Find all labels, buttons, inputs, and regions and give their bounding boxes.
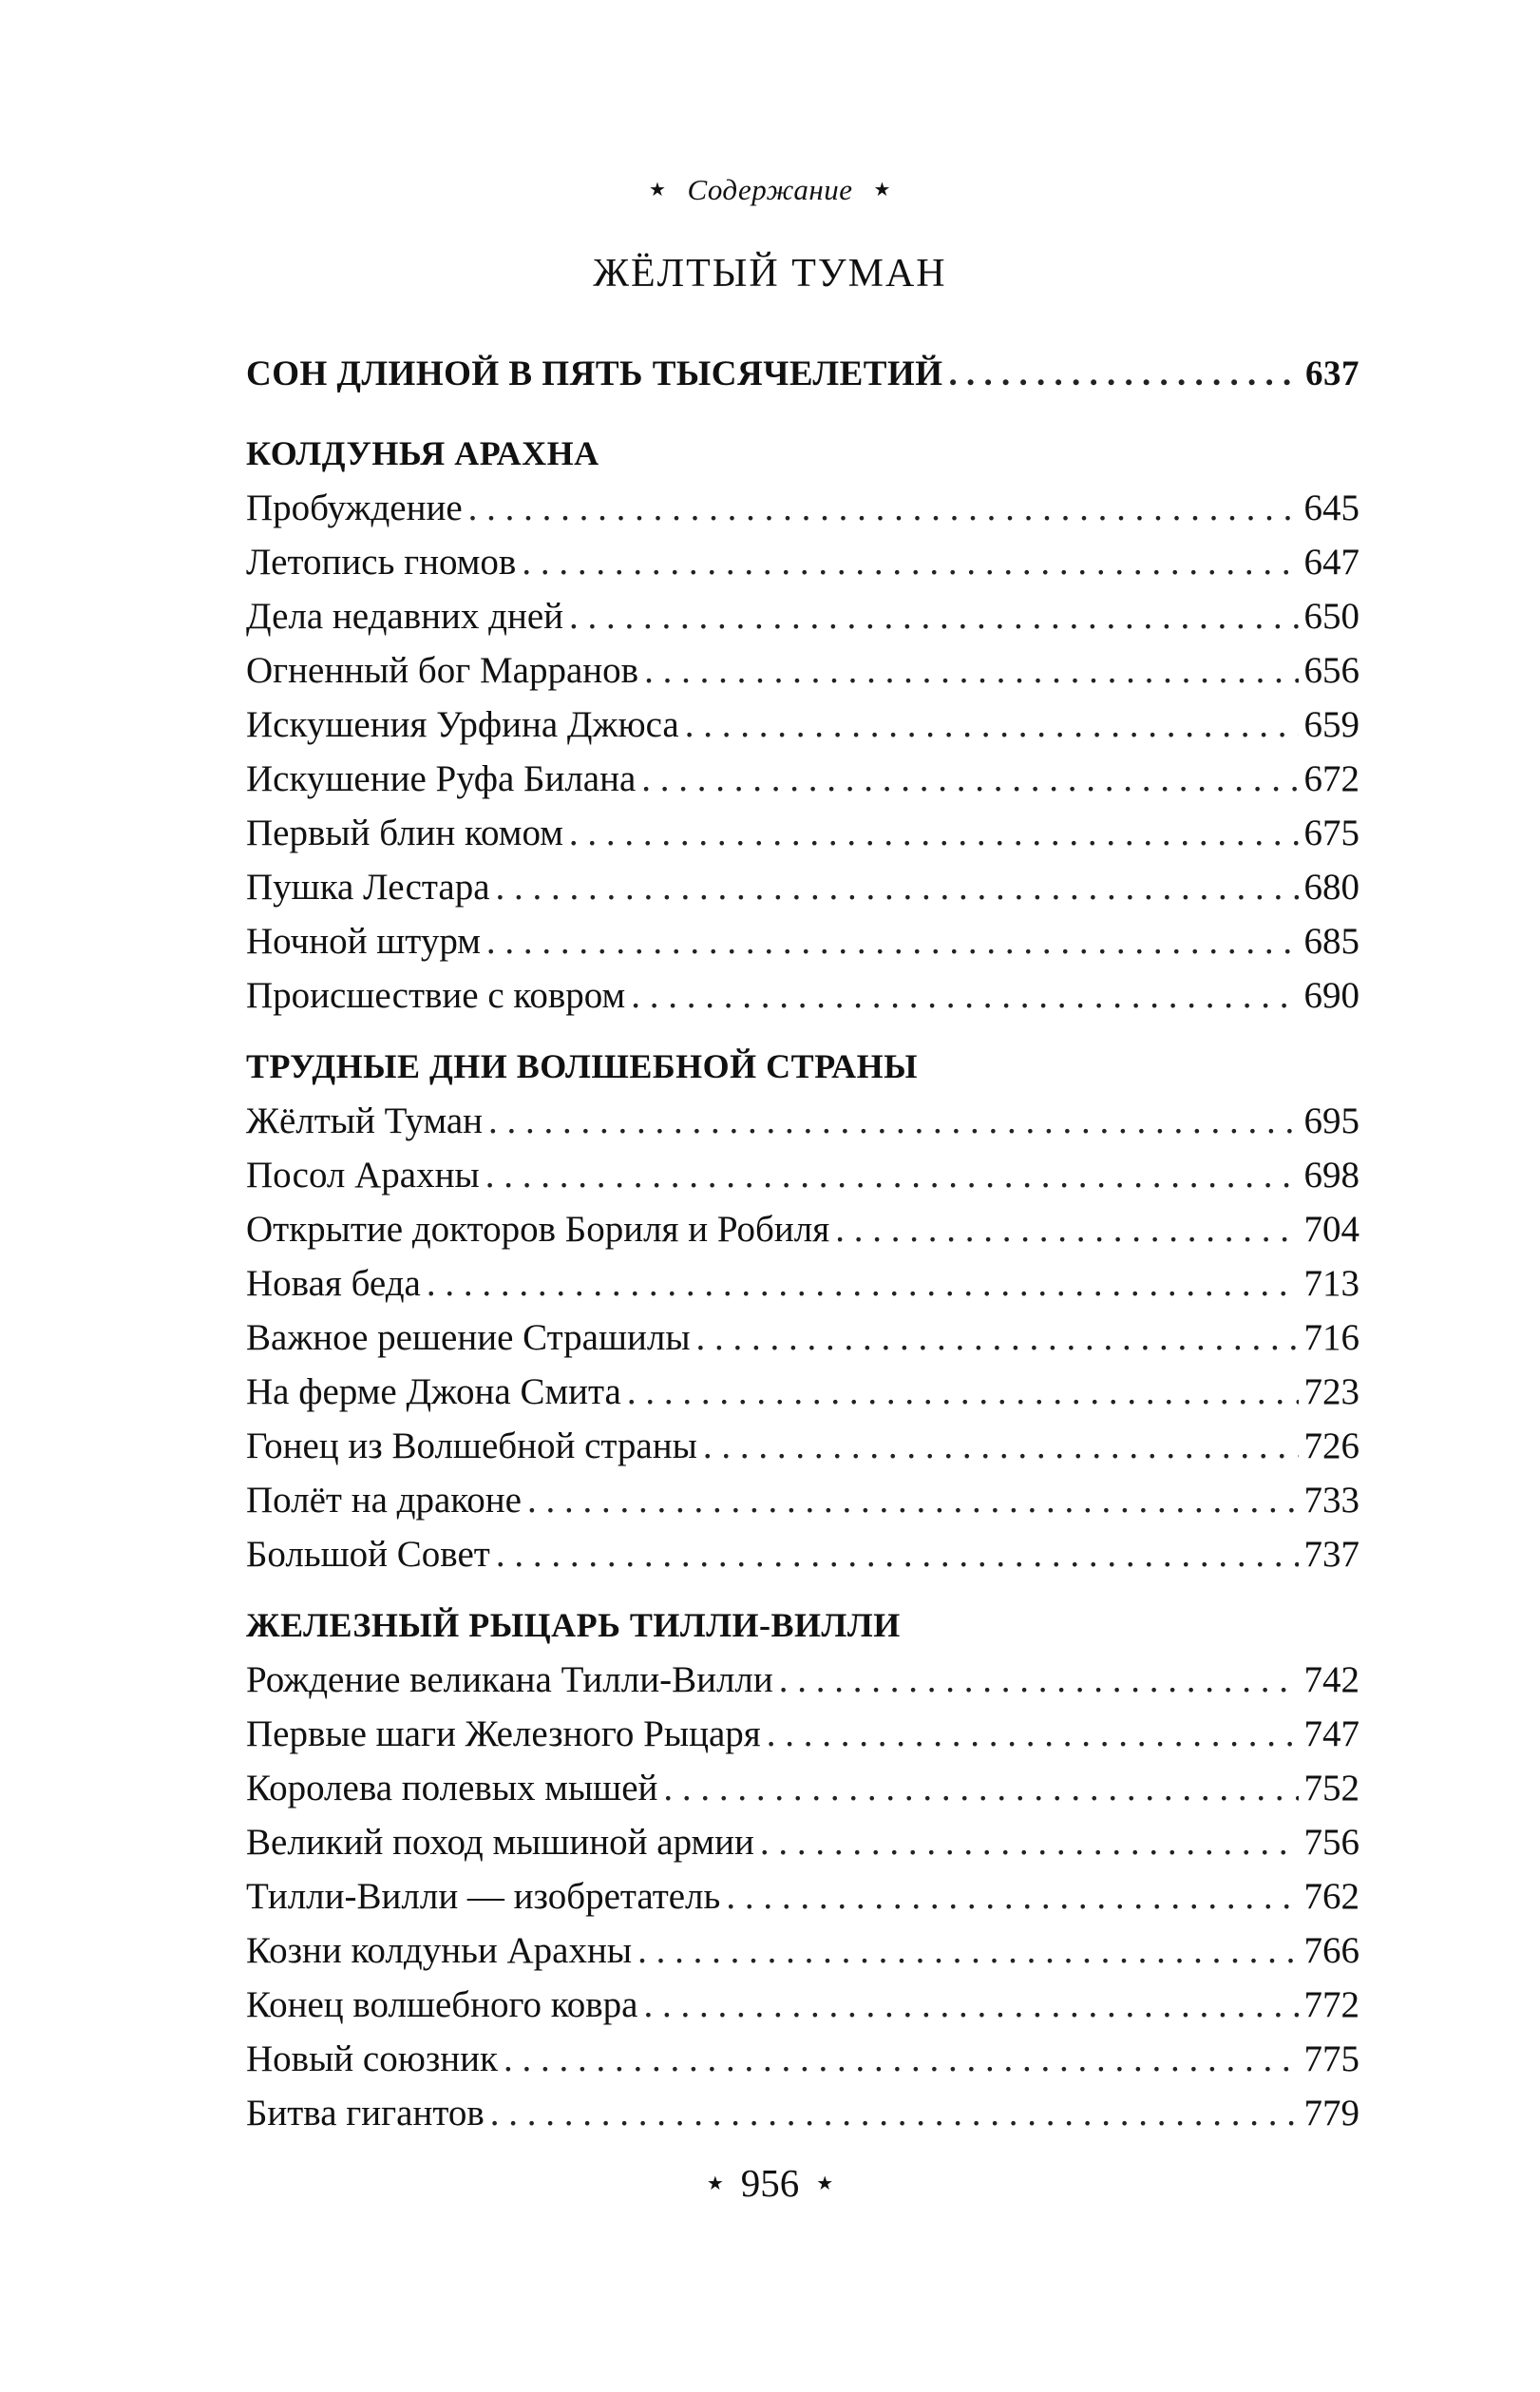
toc-entry[interactable]	[246, 1256, 1359, 1311]
dot-leader	[703, 1419, 1299, 1473]
toc-entry-page: 659	[1303, 704, 1359, 745]
toc-entry[interactable]	[246, 860, 1359, 914]
toc-entry-label: Жёлтый Туман	[246, 1100, 484, 1141]
dot-leader	[496, 860, 1299, 914]
toc-entry-page: 716	[1303, 1317, 1359, 1358]
toc-entry-page: 690	[1303, 975, 1359, 1016]
toc-entry-page: 775	[1303, 2038, 1359, 2079]
toc-entry-page: 647	[1303, 542, 1359, 583]
toc-entry[interactable]	[246, 1923, 1359, 1978]
dot-leader	[644, 1978, 1299, 2032]
star-icon: ★	[649, 179, 667, 201]
toc-section	[246, 426, 1359, 1023]
toc-entry-label: Происшествие с ковром	[246, 975, 626, 1016]
toc-entry-label: Гонец из Волшебной страны	[246, 1426, 697, 1466]
running-head-text: Содержание	[687, 173, 853, 206]
toc-entry[interactable]	[246, 1761, 1359, 1815]
toc-entry-label: Битва гигантов	[246, 2093, 485, 2134]
dot-leader	[486, 914, 1299, 968]
dot-leader	[767, 1707, 1299, 1761]
section-heading: ЖЕЛЕЗНЫЙ РЫЦАРЬ ТИЛЛИ-ВИЛЛИ	[246, 1606, 901, 1644]
toc-entry[interactable]	[246, 1094, 1359, 1148]
dot-leader	[685, 698, 1299, 752]
dot-leader	[490, 2086, 1299, 2140]
toc-entry-label: Пушка Лестара	[246, 867, 490, 908]
toc-entry-page: 747	[1303, 1713, 1359, 1754]
page-title: ЖЁЛТЫЙ ТУМАН	[593, 252, 947, 296]
toc-entry-page: 779	[1303, 2093, 1359, 2134]
toc-entry-page: 733	[1303, 1480, 1359, 1521]
toc-entry[interactable]	[246, 589, 1359, 643]
toc-entry[interactable]	[246, 1527, 1359, 1581]
dot-leader	[644, 643, 1298, 698]
toc-entry[interactable]	[246, 2086, 1359, 2140]
toc-entry-page: 656	[1303, 650, 1359, 691]
toc-entry-label: Огненный бог Марранов	[246, 650, 639, 691]
toc-entry-page: 766	[1303, 1930, 1359, 1971]
toc-entry-label: Королева полевых мышей	[246, 1768, 658, 1808]
toc-entry[interactable]	[246, 698, 1359, 752]
dot-leader	[696, 1311, 1299, 1365]
dot-leader	[627, 1365, 1299, 1419]
toc-entry-page: 650	[1303, 596, 1359, 637]
dot-leader	[427, 1256, 1299, 1311]
toc-entry-label: Большой Совет	[246, 1534, 490, 1575]
toc-entry-page: 698	[1303, 1155, 1359, 1196]
toc-entry[interactable]	[246, 643, 1359, 698]
toc-entry[interactable]	[246, 1419, 1359, 1473]
toc-entry[interactable]	[246, 806, 1359, 860]
toc-entry[interactable]	[246, 1869, 1359, 1923]
toc-part-entry[interactable]	[246, 344, 1359, 405]
toc-entry-page: 772	[1303, 1984, 1359, 2025]
page-number	[0, 2159, 1540, 2211]
toc-entry[interactable]	[246, 1365, 1359, 1419]
section-heading: ТРУДНЫЕ ДНИ ВОЛШЕБНОЙ СТРАНЫ	[246, 1047, 918, 1085]
toc-entry-label: Конец волшебного ковра	[246, 1984, 638, 2025]
toc-entry[interactable]	[246, 535, 1359, 589]
toc-entry-page: 645	[1303, 488, 1359, 528]
toc-entry[interactable]	[246, 1978, 1359, 2032]
toc-entry[interactable]	[246, 1653, 1359, 1707]
dot-leader	[468, 481, 1299, 535]
toc-entry-label: Открытие докторов Бориля и Робиля	[246, 1209, 830, 1250]
star-icon: ★	[873, 179, 891, 201]
toc-entry-page: 685	[1303, 921, 1359, 962]
toc-entry[interactable]	[246, 1473, 1359, 1527]
toc-entry-label: Дела недавних дней	[246, 596, 564, 637]
toc-entry[interactable]	[246, 1311, 1359, 1365]
dot-leader	[569, 589, 1298, 643]
table-of-contents	[246, 344, 1359, 2156]
dot-leader	[641, 752, 1298, 806]
toc-entry[interactable]	[246, 1707, 1359, 1761]
toc-entry-label: Полёт на драконе	[246, 1480, 522, 1521]
toc-entry[interactable]	[246, 1148, 1359, 1202]
toc-entry-page: 713	[1303, 1263, 1359, 1304]
dot-leader	[527, 1473, 1299, 1527]
toc-entry-page: 742	[1303, 1659, 1359, 1700]
dot-leader	[496, 1527, 1299, 1581]
toc-entry-label: Ночной штурм	[246, 921, 481, 962]
toc-entry[interactable]	[246, 914, 1359, 968]
page-number-text: 956	[740, 2161, 800, 2205]
dot-leader	[485, 1148, 1299, 1202]
dot-leader	[631, 968, 1298, 1023]
dot-leader	[726, 1869, 1298, 1923]
dot-leader	[522, 535, 1298, 589]
dot-leader	[779, 1653, 1299, 1707]
toc-entry-label: Тилли-Вилли — изобретатель	[246, 1876, 721, 1917]
star-icon: ★	[816, 2172, 834, 2194]
toc-entry[interactable]	[246, 1202, 1359, 1256]
toc-entry[interactable]	[246, 481, 1359, 535]
toc-entry-page: 637	[1305, 354, 1359, 393]
dot-leader	[835, 1202, 1298, 1256]
toc-entry-label: На ферме Джона Смита	[246, 1371, 621, 1412]
dot-leader	[760, 1815, 1299, 1869]
dot-leader	[663, 1761, 1298, 1815]
dot-leader	[488, 1094, 1298, 1148]
toc-entry[interactable]	[246, 1815, 1359, 1869]
toc-entry-page: 762	[1303, 1876, 1359, 1917]
dot-leader	[949, 344, 1300, 405]
toc-entry-label: Пробуждение	[246, 488, 463, 528]
toc-entry-label: Первые шаги Железного Рыцаря	[246, 1713, 761, 1754]
toc-entry-page: 737	[1303, 1534, 1359, 1575]
toc-entry[interactable]	[246, 2032, 1359, 2086]
toc-entry-page: 726	[1303, 1426, 1359, 1466]
toc-entry-page: 675	[1303, 813, 1359, 853]
toc-entry[interactable]	[246, 968, 1359, 1023]
toc-entry-page: 752	[1303, 1768, 1359, 1808]
toc-entry-label: СОН ДЛИНОЙ В ПЯТЬ ТЫСЯЧЕЛЕТИЙ	[246, 354, 943, 393]
toc-entry-page: 756	[1303, 1822, 1359, 1863]
toc-entry-label: Искушение Руфа Билана	[246, 758, 637, 799]
toc-entry-label: Новый союзник	[246, 2038, 498, 2079]
dot-leader	[504, 2032, 1299, 2086]
toc-entry-page: 704	[1303, 1209, 1359, 1250]
toc-section	[246, 1039, 1359, 1581]
star-icon: ★	[706, 2172, 724, 2194]
toc-entry[interactable]	[246, 752, 1359, 806]
toc-entry-label: Козни колдуньи Арахны	[246, 1930, 633, 1971]
toc-entry-label: Посол Арахны	[246, 1155, 480, 1196]
toc-entry-page: 672	[1303, 758, 1359, 799]
dot-leader	[569, 806, 1299, 860]
dot-leader	[637, 1923, 1298, 1978]
toc-entry-label: Важное решение Страшилы	[246, 1317, 691, 1358]
toc-entry-page: 723	[1303, 1371, 1359, 1412]
section-heading: КОЛДУНЬЯ АРАХНА	[246, 434, 599, 472]
toc-section	[246, 1598, 1359, 2140]
toc-entry-label: Великий поход мышиной армии	[246, 1822, 754, 1863]
toc-entry-label: Летопись гномов	[246, 542, 517, 583]
toc-entry-page: 695	[1303, 1100, 1359, 1141]
toc-entry-label: Новая беда	[246, 1263, 421, 1304]
running-head	[0, 171, 1540, 212]
toc-entry-label: Рождение великана Тилли-Вилли	[246, 1659, 773, 1700]
toc-entry-label: Искушения Урфина Джюса	[246, 704, 679, 745]
toc-entry-page: 680	[1303, 867, 1359, 908]
toc-entry-label: Первый блин комом	[246, 813, 563, 853]
